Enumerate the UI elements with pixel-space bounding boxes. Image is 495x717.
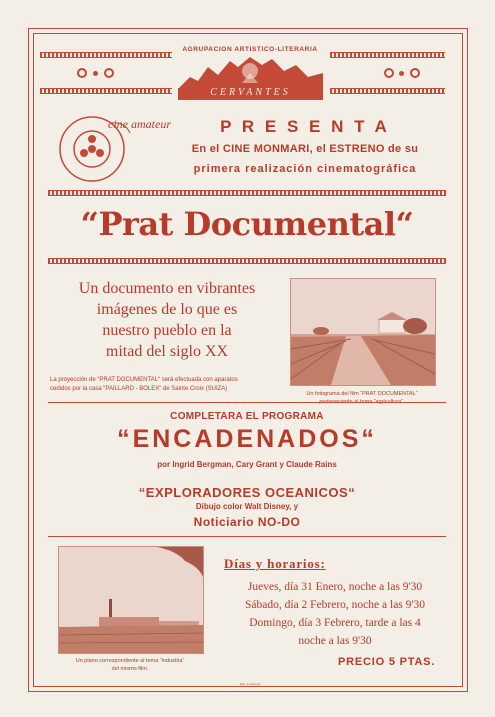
description-block bbox=[48, 278, 286, 362]
photo2-caption bbox=[56, 657, 204, 673]
divider bbox=[48, 536, 446, 537]
printer-label: Imp. Llobregat bbox=[239, 682, 261, 686]
newsreel-label: Noticiario NO-DO bbox=[193, 515, 301, 529]
decorative-band-left bbox=[40, 52, 172, 58]
projection-note-line-1: La proyección de “PRAT DOCUMENTAL“ será efectuada con aparatos bbox=[50, 377, 238, 383]
title-band-top bbox=[48, 190, 446, 196]
projection-note bbox=[50, 376, 290, 394]
decorative-band-right-2 bbox=[330, 88, 445, 94]
dot-ornament-icon bbox=[399, 71, 404, 76]
description-line-1: Un documento en vibrantes bbox=[78, 280, 256, 297]
industry-photo bbox=[58, 546, 204, 654]
schedule-line-1: Jueves, día 31 Enero, noche a las 9'30 bbox=[247, 581, 423, 593]
decorative-band-right bbox=[330, 52, 445, 58]
photo2-caption-line-1: Un plano correspondiente al tema “industria“ bbox=[75, 658, 185, 664]
intro-line-1: En el CINE MONMARI, el ESTRENO de su bbox=[191, 143, 419, 155]
description-line-3: nuestro pueblo en la bbox=[102, 322, 232, 339]
seal-script-text: cine amateur bbox=[108, 117, 171, 131]
price-label: PRECIO 5 PTAS. bbox=[338, 656, 436, 668]
factory-landscape-icon bbox=[59, 547, 203, 653]
photo2-caption-line-2: del mismo film. bbox=[111, 666, 149, 672]
ring-ornament-icon bbox=[410, 68, 420, 78]
description-line-4: mitad del siglo XX bbox=[105, 343, 229, 360]
schedule-list bbox=[224, 578, 446, 650]
divider bbox=[48, 402, 446, 403]
intro-line-2: primera realización cinematográfica bbox=[193, 163, 417, 175]
ring-ornament-icon bbox=[384, 68, 394, 78]
group-top-label: AGRUPACION ARTISTICO-LITERARIA bbox=[182, 46, 318, 53]
film-title: “Prat Documental“ bbox=[80, 205, 414, 243]
film3-title: “EXPLORADORES OCEANICOS“ bbox=[138, 485, 356, 500]
schedule-line-2: Sábado, día 2 Febrero, noche a las 9'30 bbox=[245, 599, 425, 611]
photo1-caption bbox=[288, 390, 436, 406]
mountain-emblem-icon bbox=[178, 55, 323, 89]
completara-label: COMPLETARA EL PROGRAMA bbox=[170, 411, 324, 422]
decorative-band-left-2 bbox=[40, 88, 172, 94]
film3-subtitle: Dibujo color Walt Disney, y bbox=[195, 502, 299, 511]
film2-title: “ENCADENADOS“ bbox=[117, 425, 377, 453]
presenta-heading: P R E S E N T A bbox=[220, 117, 390, 136]
group-name: CERVANTES bbox=[210, 87, 291, 98]
photo1-caption-line-2: perteneciente al tema “agricultura“. bbox=[319, 399, 405, 405]
projection-note-line-2: cedidos por la casa “PAILLARD - BOLEX“ de Sainte Croix (SUIZA) bbox=[50, 386, 228, 392]
ring-ornament-icon bbox=[77, 68, 87, 78]
photo1-caption-line-1: Un fotograma del film “PRAT DOCUMENTAL“ bbox=[306, 391, 418, 397]
agriculture-photo bbox=[290, 278, 436, 386]
farm-landscape-icon bbox=[291, 279, 435, 385]
schedule-line-3: Domingo, día 3 Febrero, tarde a las 4 bbox=[249, 617, 421, 629]
ring-ornament-icon bbox=[104, 68, 114, 78]
schedule-line-4: noche a las 9'30 bbox=[298, 635, 372, 647]
schedule-heading: Días y horarios: bbox=[224, 556, 326, 571]
dot-ornament-icon bbox=[93, 71, 98, 76]
description-line-2: imágenes de lo que es bbox=[96, 301, 238, 318]
title-band-bottom bbox=[48, 258, 446, 264]
film2-cast: por Ingrid Bergman, Cary Grant y Claude Rains bbox=[157, 460, 337, 469]
